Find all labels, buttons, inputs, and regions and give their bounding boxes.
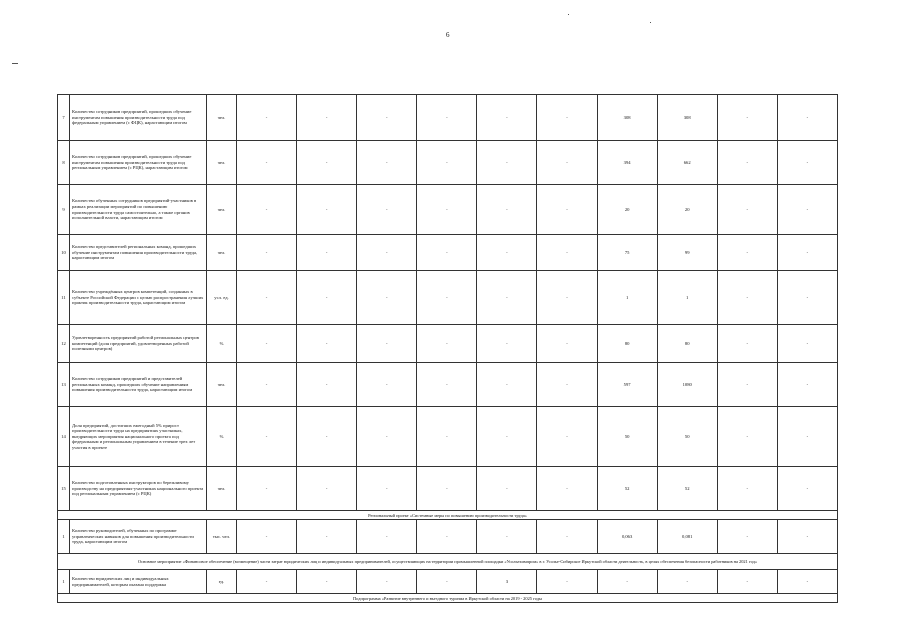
value-cell: - <box>417 95 477 141</box>
value-cell: - <box>237 185 297 235</box>
value-cell: - <box>297 570 357 594</box>
section-title: Основное мероприятие «Финансовое обеспечение (возмещение) части затрат юридических лиц и индивидуальных предпринимателей, осуществляющих на территории промышленной площадки «Усольехимпром» в г. Усолье-Сибирское Иркутской области деятельность, в целях обеспечения безопасности работников на 2021 год» <box>58 554 838 570</box>
value-cell: - <box>477 407 537 467</box>
value-cell: - <box>477 185 537 235</box>
value-cell: - <box>717 407 777 467</box>
scan-speck <box>12 63 18 64</box>
indicators-table <box>57 94 838 603</box>
table-row <box>58 325 838 363</box>
scan-speck <box>568 14 569 15</box>
value-cell: 394 <box>597 141 657 185</box>
value-cell: - <box>237 520 297 554</box>
value-cell: - <box>717 570 777 594</box>
value-cell: - <box>477 467 537 511</box>
value-cell: - <box>477 363 537 407</box>
value-cell: - <box>417 271 477 325</box>
value-cell: 80 <box>597 325 657 363</box>
unit-cell: усл. ед. <box>207 271 237 325</box>
value-cell: - <box>537 95 597 141</box>
value-cell: - <box>537 570 597 594</box>
indicator-name: Количество учреждённых центров компетенций, созданных в субъекте Российской Федерации с целью распространения лучших практик производительности труда, нарастающим итогом <box>70 271 207 325</box>
value-cell: 52 <box>657 467 717 511</box>
indicator-name: Количество подготовленных инструкторов по бережливому производству на предприятиях-участниках национального проекта под региональным управлением (с РЦК) <box>70 467 207 511</box>
value-cell: - <box>777 407 837 467</box>
value-cell: - <box>237 467 297 511</box>
value-cell: - <box>417 407 477 467</box>
table-row <box>58 271 838 325</box>
value-cell: - <box>237 95 297 141</box>
unit-cell: % <box>207 325 237 363</box>
value-cell: - <box>297 271 357 325</box>
table-row <box>58 363 838 407</box>
value-cell: - <box>357 141 417 185</box>
value-cell: - <box>537 467 597 511</box>
indicator-name: Доля предприятий, достигших ежегодный 5% прирост производительности труда на предприятиях участниках, внедряющих мероприятия национального проекта под федеральным и региональным управлением в течение трех лет участия в проекте <box>70 407 207 467</box>
value-cell: - <box>717 467 777 511</box>
section-title: Региональный проект «Системные меры по повышению производительности труда» <box>58 511 838 520</box>
value-cell: - <box>777 141 837 185</box>
scan-speck <box>650 22 651 23</box>
value-cell: - <box>597 570 657 594</box>
value-cell: - <box>717 235 777 271</box>
table-row <box>58 141 838 185</box>
table-row <box>58 570 838 594</box>
value-cell: - <box>297 185 357 235</box>
table-row <box>58 185 838 235</box>
value-cell: - <box>777 185 837 235</box>
value-cell: - <box>417 235 477 271</box>
unit-cell: % <box>207 407 237 467</box>
section-header-row <box>58 554 838 570</box>
value-cell: - <box>537 520 597 554</box>
value-cell: - <box>357 235 417 271</box>
value-cell: 3 <box>477 570 537 594</box>
indicator-name: Количество юридических лиц и индивидуальных предпринимателей, которым оказана поддержка <box>70 570 207 594</box>
value-cell: 597 <box>597 363 657 407</box>
value-cell: - <box>717 271 777 325</box>
value-cell: - <box>417 325 477 363</box>
value-cell: - <box>717 325 777 363</box>
value-cell: - <box>777 363 837 407</box>
value-cell: - <box>357 363 417 407</box>
value-cell: - <box>537 235 597 271</box>
value-cell: 80 <box>657 325 717 363</box>
value-cell: - <box>357 407 417 467</box>
value-cell: - <box>417 141 477 185</box>
value-cell: 99 <box>657 235 717 271</box>
indicator-name: Количество сотрудников предприятий, прошедших обучение инструментам повышения производительности труда под федеральным управлением (с ФЦК), нарастающим итогом <box>70 95 207 141</box>
value-cell: 308 <box>597 95 657 141</box>
table-row <box>58 520 838 554</box>
value-cell: 75 <box>597 235 657 271</box>
indicator-name: Удовлетворенность предприятий работой региональных центров компетенций (доля предприятий, удовлетворенных работой полезными центров) <box>70 325 207 363</box>
row-number: 14 <box>58 407 70 467</box>
value-cell: - <box>717 141 777 185</box>
value-cell: - <box>537 185 597 235</box>
unit-cell: чел. <box>207 235 237 271</box>
indicator-name: Количество сотрудников предприятий, прошедших обучение инструментам повышения производительности труда под региональным управлением (с РЦК), нарастающим итогом <box>70 141 207 185</box>
value-cell: - <box>717 363 777 407</box>
value-cell: - <box>357 467 417 511</box>
value-cell: 0,063 <box>597 520 657 554</box>
value-cell: - <box>297 235 357 271</box>
value-cell: - <box>297 363 357 407</box>
value-cell: - <box>357 570 417 594</box>
value-cell: - <box>717 95 777 141</box>
table-row <box>58 467 838 511</box>
value-cell: 20 <box>597 185 657 235</box>
row-number: 9 <box>58 185 70 235</box>
unit-cell: чел. <box>207 363 237 407</box>
unit-cell: чел. <box>207 185 237 235</box>
value-cell: - <box>297 325 357 363</box>
indicator-name: Количество представителей региональных команд, прошедших обучение инструментам повышения производительности труда, нарастающим итогом <box>70 235 207 271</box>
value-cell: - <box>357 185 417 235</box>
value-cell: 1 <box>597 271 657 325</box>
indicator-name: Количество сотрудников предприятий и представителей региональных команд, прошедших обучение направлениям повышения производительности труда, нарастающим итогом <box>70 363 207 407</box>
unit-cell: чел. <box>207 141 237 185</box>
value-cell: - <box>777 271 837 325</box>
row-number: 7 <box>58 95 70 141</box>
value-cell: - <box>237 407 297 467</box>
value-cell: - <box>297 467 357 511</box>
value-cell: - <box>237 235 297 271</box>
value-cell: - <box>297 95 357 141</box>
value-cell: - <box>237 271 297 325</box>
row-number: 13 <box>58 363 70 407</box>
unit-cell: чел. <box>207 95 237 141</box>
value-cell: - <box>537 141 597 185</box>
value-cell: - <box>777 95 837 141</box>
indicator-name: Количество руководителей, обученных по программе управленческих навыков для повышения производительности труда, нарастающим итогом <box>70 520 207 554</box>
value-cell: - <box>357 271 417 325</box>
value-cell: 308 <box>657 95 717 141</box>
table-row <box>58 407 838 467</box>
value-cell: 20 <box>657 185 717 235</box>
value-cell: - <box>477 235 537 271</box>
value-cell: - <box>717 185 777 235</box>
section-title: Подпрограмма «Развитие внутреннего и въездного туризма в Иркутской области на 2019 - 2025 годы <box>58 594 838 603</box>
value-cell: - <box>777 570 837 594</box>
value-cell: 662 <box>657 141 717 185</box>
value-cell: - <box>357 325 417 363</box>
value-cell: - <box>477 95 537 141</box>
value-cell: - <box>717 520 777 554</box>
value-cell: 1 <box>657 271 717 325</box>
value-cell: - <box>417 467 477 511</box>
value-cell: - <box>417 363 477 407</box>
value-cell: 52 <box>597 467 657 511</box>
value-cell: - <box>237 141 297 185</box>
value-cell: - <box>357 95 417 141</box>
value-cell: - <box>417 570 477 594</box>
row-number: 10 <box>58 235 70 271</box>
value-cell: - <box>537 325 597 363</box>
value-cell: - <box>777 235 837 271</box>
value-cell: - <box>477 325 537 363</box>
row-number: 8 <box>58 141 70 185</box>
value-cell: - <box>237 570 297 594</box>
value-cell: - <box>297 520 357 554</box>
value-cell: - <box>537 271 597 325</box>
row-number: 11 <box>58 271 70 325</box>
value-cell: - <box>537 407 597 467</box>
value-cell: - <box>417 520 477 554</box>
value-cell: - <box>777 520 837 554</box>
value-cell: - <box>477 520 537 554</box>
value-cell: - <box>237 325 297 363</box>
row-number: 1 <box>58 570 70 594</box>
section-header-row <box>58 511 838 520</box>
table-row <box>58 235 838 271</box>
unit-cell: ед. <box>207 570 237 594</box>
value-cell: - <box>237 363 297 407</box>
value-cell: - <box>297 141 357 185</box>
unit-cell: чел. <box>207 467 237 511</box>
value-cell: - <box>657 570 717 594</box>
section-header-row <box>58 594 838 603</box>
row-number: 1 <box>58 520 70 554</box>
value-cell: - <box>357 520 417 554</box>
indicator-name: Количество обученных сотрудников предприятий-участников в рамках реализации мероприятий по повышению производительности труда самостоятельно, а также органов исполнительной власти, нарастающим итогом <box>70 185 207 235</box>
value-cell: 0,081 <box>657 520 717 554</box>
row-number: 12 <box>58 325 70 363</box>
page-number: 6 <box>446 31 450 39</box>
value-cell: - <box>297 407 357 467</box>
value-cell: - <box>477 271 537 325</box>
value-cell: - <box>777 325 837 363</box>
row-number: 15 <box>58 467 70 511</box>
unit-cell: тыс. чел. <box>207 520 237 554</box>
value-cell: - <box>477 141 537 185</box>
value-cell: 50 <box>597 407 657 467</box>
value-cell: - <box>417 185 477 235</box>
value-cell: 50 <box>657 407 717 467</box>
value-cell: - <box>777 467 837 511</box>
table-row <box>58 95 838 141</box>
value-cell: 1080 <box>657 363 717 407</box>
value-cell: - <box>537 363 597 407</box>
